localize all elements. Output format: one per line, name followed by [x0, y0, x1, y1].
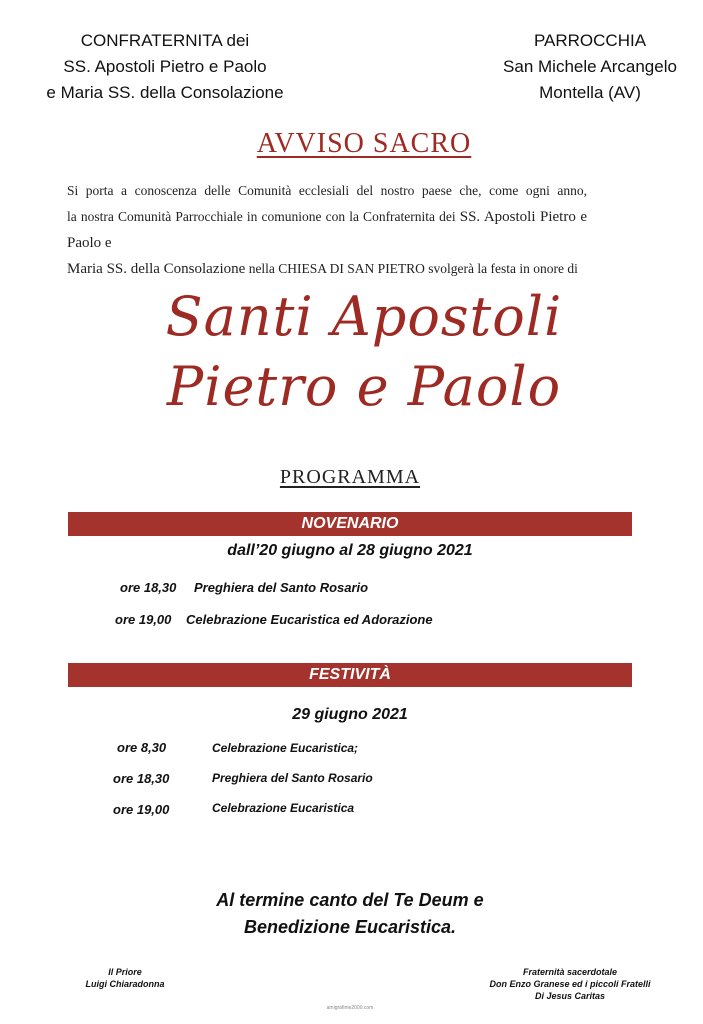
signature-line: Il Priore — [108, 967, 142, 977]
festivita-desc: Celebrazione Eucaristica; — [212, 741, 359, 755]
parrocchia-header — [495, 28, 685, 106]
header-right-line: San Michele Arcangelo — [503, 57, 677, 76]
intro-line-2-text: la nostra Comunità Parrocchiale in comunione con la Confraternita dei — [67, 209, 460, 224]
intro-line-2-bold: SS. Apostoli Pietro e Paolo e — [67, 209, 587, 251]
festivita-banner: FESTIVITÀ — [68, 663, 632, 687]
intro-line-3-bold: Maria SS. della Consolazione — [67, 261, 246, 277]
footer-url: amigrafime2000.com — [326, 1005, 374, 1011]
header-left-line: SS. Apostoli Pietro e Paolo — [63, 57, 267, 76]
intro-paragraph — [67, 178, 587, 282]
novenario-time: ore 18,30 — [120, 580, 177, 595]
header-left-line: e Maria SS. della Consolazione — [46, 83, 284, 102]
intro-line-3 — [67, 256, 587, 282]
intro-line-3-text: nella CHIESA DI SAN PIETRO svolgerà la festa in onore di — [245, 261, 578, 276]
header-right-line: PARROCCHIA — [533, 31, 647, 50]
novenario-desc: Celebrazione Eucaristica ed Adorazione — [186, 612, 433, 627]
signature-fraternita — [470, 966, 670, 1002]
novenario-time: ore 19,00 — [115, 612, 172, 627]
signature-priore — [70, 966, 180, 990]
signature-line: Di Jesus Caritas — [534, 991, 606, 1001]
novenario-dates: dall’20 giugno al 28 giugno 2021 — [227, 542, 473, 559]
avviso-title — [0, 128, 703, 160]
intro-line-2 — [67, 204, 587, 256]
header-right-line: Montella (AV) — [539, 83, 641, 102]
avviso-title-text: AVVISO SACRO — [256, 128, 472, 159]
signature-line: Luigi Chiaradonna — [85, 979, 165, 989]
programma-text: PROGRAMMA — [279, 466, 421, 488]
confraternita-header — [40, 28, 290, 106]
main-title-line-1: Santi Apostoli — [165, 285, 563, 348]
festivita-time: ore 8,30 — [117, 740, 167, 755]
novenario-banner: NOVENARIO — [68, 512, 632, 536]
festivita-desc: Preghiera del Santo Rosario — [212, 771, 373, 785]
header-left-line: CONFRATERNITA dei — [80, 31, 250, 50]
programma-heading — [0, 466, 700, 489]
signature-line: Fraternità sacerdotale — [522, 967, 618, 977]
signature-line: Don Enzo Granese ed i piccoli Fratelli — [489, 979, 651, 989]
festivita-desc: Celebrazione Eucaristica — [212, 801, 355, 815]
closing-line-1: Al termine canto del Te Deum e — [216, 890, 484, 910]
festivita-date: 29 giugno 2021 — [292, 706, 408, 723]
intro-line-1: Si porta a conoscenza delle Comunità ecclesiali del nostro paese che, come ogni anno, — [67, 183, 587, 198]
main-title-line-2: Pietro e Paolo — [166, 355, 562, 418]
novenario-desc: Preghiera del Santo Rosario — [194, 580, 369, 595]
festivita-time: ore 18,30 — [113, 771, 170, 786]
festivita-time: ore 19,00 — [113, 802, 170, 817]
closing-line-2: Benedizione Eucaristica. — [243, 917, 457, 937]
